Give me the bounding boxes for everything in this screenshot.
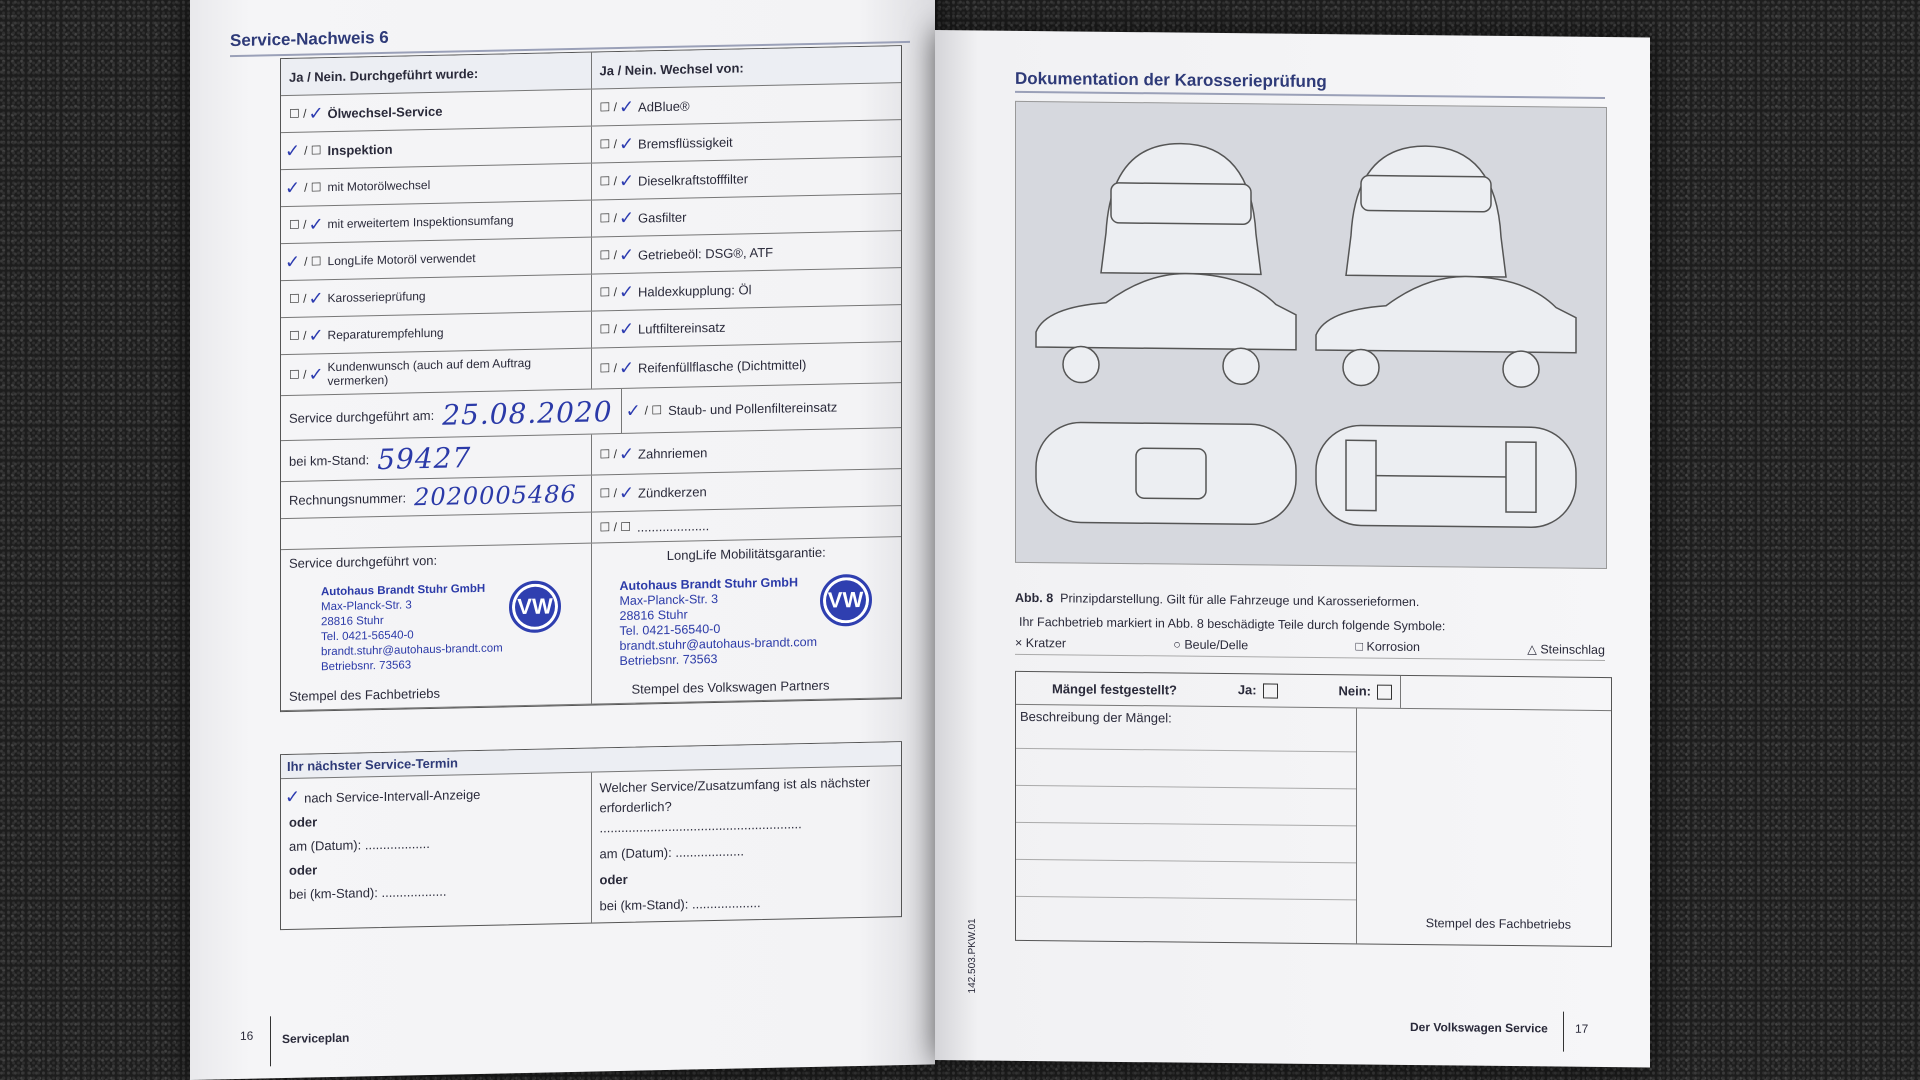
checklist-item[interactable]: ☐ / ✓ Dieselkraftstofffilter xyxy=(599,170,749,191)
table-row: Rechnungsnummer: 2020005486 ☐ / ✓ Zündkerzen xyxy=(281,469,901,519)
symbol-scratch: × Kratzer xyxy=(1015,635,1067,651)
checklist-item[interactable]: ✓ / ☐ mit Motorölwechsel xyxy=(281,164,592,207)
checklist-item[interactable]: ☐ / ✓ Haldexkupplung: Öl xyxy=(599,281,752,302)
left-page xyxy=(190,0,935,1080)
or-label: oder xyxy=(289,862,318,878)
table-row: bei km-Stand: 59427 ☐ / ✓ Zahnriemen xyxy=(281,428,901,482)
right-row-label: Zahnriemen xyxy=(638,444,708,462)
next-service-box xyxy=(280,741,902,930)
defects-description-label: Beschreibung der Mängel: xyxy=(1020,708,1172,726)
header-left: Ja / Nein. Durchgeführt wurde: xyxy=(281,53,592,96)
page-title: Service-Nachweis 6 xyxy=(230,27,389,51)
stamp-cell-workshop xyxy=(281,544,592,711)
right-row-label: Zündkerzen xyxy=(638,483,707,501)
footer-divider xyxy=(1563,1012,1564,1052)
defects-description-area[interactable] xyxy=(1016,705,1357,944)
symbol-legend xyxy=(1015,636,1605,661)
checklist-item[interactable]: ☐ / ✓ Reparaturempfehlung xyxy=(281,312,592,355)
right-row-label: Staub- und Pollenfiltereinsatz xyxy=(668,398,838,418)
invoice-label: Rechnungsnummer: xyxy=(289,489,407,508)
footer-text: Der Volkswagen Service xyxy=(1410,1019,1548,1036)
km-label: bei km-Stand: xyxy=(289,451,370,469)
car-diagram xyxy=(1015,101,1607,569)
next-scope-field[interactable]: ........................................................ xyxy=(599,816,802,836)
table-row: ☐ / ☐ .................... xyxy=(281,506,901,550)
page-title: Dokumentation der Karosserieprüfung xyxy=(1015,68,1327,92)
yes-label: Ja: xyxy=(1237,682,1257,698)
or-label: oder xyxy=(289,814,318,830)
vw-logo-icon: VW xyxy=(820,574,872,627)
checklist-item[interactable]: ☐ / ✓ Luftfiltereinsatz xyxy=(599,318,726,339)
symbol-stone-chip: △ Steinschlag xyxy=(1527,642,1605,658)
symbol-corrosion: □ Korrosion xyxy=(1355,639,1421,655)
page-number: 17 xyxy=(1575,1021,1589,1036)
checklist-item[interactable]: ☐ / ✓ Karosserieprüfung xyxy=(281,275,592,318)
next-option[interactable]: ✓ nach Service-Intervall-Anzeige xyxy=(285,786,481,808)
title-rule xyxy=(1015,91,1605,99)
footer-section: Serviceplan xyxy=(282,1030,350,1047)
car-outline-illustration xyxy=(1016,102,1606,568)
side-code: 142.503.PKW.01 xyxy=(967,918,979,994)
checklist-item[interactable]: ✓ / ☐ Inspektion xyxy=(281,127,592,170)
table-row: Service durchgeführt am: 25.08.2020 ✓ / ☐ Staub- und Pollenfiltereinsatz xyxy=(281,383,901,441)
figure-caption: Abb. 8 Prinzipdarstellung. Gilt für alle Fahrzeuge und Karosserieformen. xyxy=(1015,590,1420,610)
symbols-intro: Ihr Fachbetrieb markiert in Abb. 8 beschädigte Teile durch folgende Symbole: xyxy=(1019,614,1446,634)
checklist-item[interactable]: ☐ / ✓ Ölwechsel-Service xyxy=(281,90,592,133)
defects-table xyxy=(1015,671,1612,947)
next-service-title: Ihr nächster Service-Termin xyxy=(281,742,901,779)
performed-by-label: Service durchgeführt von: xyxy=(289,552,438,571)
checklist-item[interactable]: ☐ / ✓ Bremsflüssigkeit xyxy=(599,133,733,154)
stamp-caption: Stempel des Fachbetriebs xyxy=(1425,916,1571,932)
stamp-cell-partner xyxy=(592,537,902,703)
invoice-value[interactable]: 2020005486 xyxy=(414,479,577,512)
symbol-dent: ○ Beule/Delle xyxy=(1173,637,1249,653)
checklist-item[interactable]: ☐ / ✓ Gasfilter xyxy=(599,207,687,228)
yes-checkbox[interactable] xyxy=(1263,683,1278,698)
next-km-field[interactable]: bei (km-Stand): .................. xyxy=(289,883,447,902)
no-checkbox[interactable] xyxy=(1377,685,1392,700)
next-service-left xyxy=(281,773,592,930)
workshop-stamp: Autohaus Brandt Stuhr GmbH Max-Planck-Str. 3 28816 Stuhr Tel. 0421-56540-0 brandt.stuhr@autohaus-brandt.com Betriebsnr. 73563 xyxy=(321,582,503,674)
next-date-field[interactable]: am (Datum): .................. xyxy=(289,835,430,854)
checklist-item[interactable]: ☐ / ✓ AdBlue® xyxy=(599,96,690,117)
km-value[interactable]: 59427 xyxy=(377,440,472,476)
next-date-field[interactable]: am (Datum): ................... xyxy=(599,843,744,862)
vw-logo-icon: VW xyxy=(509,580,561,633)
right-row-label: .................... xyxy=(637,517,710,535)
stamp-caption-workshop: Stempel des Fachbetriebs xyxy=(289,685,441,704)
checklist-item[interactable]: ☐ / ✓ Kundenwunsch (auch auf dem Auftrag vermerken) xyxy=(281,349,592,396)
service-table xyxy=(280,45,902,712)
service-date-label: Service durchgeführt am: xyxy=(289,407,435,426)
partner-stamp: Autohaus Brandt Stuhr GmbH Max-Planck-Str. 3 28816 Stuhr Tel. 0421-56540-0 brandt.stuhr@autohaus-brandt.com Betriebsnr. 73563 xyxy=(619,575,818,669)
mobility-label: LongLife Mobilitätsgarantie: xyxy=(666,544,826,564)
checklist-item[interactable]: ☐ / ✓ Reifenfüllflasche (Dichtmittel) xyxy=(599,356,807,378)
or-label: oder xyxy=(599,871,628,888)
next-scope-question: Welcher Service/Zusatzumfang ist als nächster erforderlich? xyxy=(599,774,871,816)
checklist-item[interactable]: ☐ / ✓ Getriebeöl: DSG®, ATF xyxy=(599,244,774,265)
stamp-caption-partner: Stempel des Volkswagen Partners xyxy=(631,677,830,697)
footer-divider xyxy=(270,1016,271,1066)
header-right: Ja / Nein. Wechsel von: xyxy=(599,59,744,78)
page-number: 16 xyxy=(240,1028,254,1043)
no-label: Nein: xyxy=(1338,683,1371,699)
next-service-right xyxy=(592,766,902,922)
service-date-value[interactable]: 25.08.2020 xyxy=(442,394,613,432)
next-km-field[interactable]: bei (km-Stand): ................... xyxy=(599,895,761,914)
stamp-area xyxy=(281,537,901,711)
right-page xyxy=(935,30,1650,1067)
checklist-item[interactable]: ✓ / ☐ LongLife Motoröl verwendet xyxy=(281,238,592,281)
defects-question: Mängel festgestellt? xyxy=(1052,680,1177,698)
checklist-item[interactable]: ☐ / ✓ mit erweitertem Inspektionsumfang xyxy=(281,201,592,244)
